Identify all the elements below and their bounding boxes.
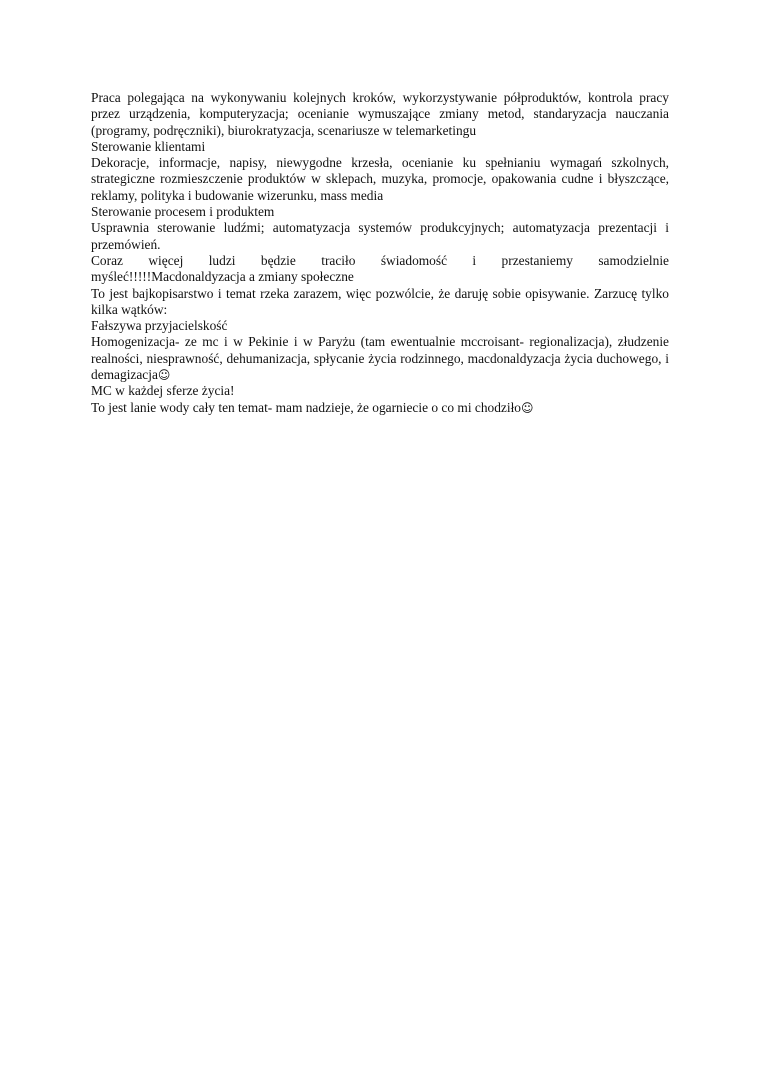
document-body xyxy=(91,90,669,416)
closing-text: To jest lanie wody cały ten temat- mam nadzieje, że ogarniecie o co mi chodziło xyxy=(91,399,521,415)
paragraph-work-process: Praca polegająca na wykonywaniu kolejnych kroków, wykorzystywanie półproduktów, kontrola pracy przez urządzenia, komputeryzacja; ocenianie wymuszające zmiany metod, standaryzacja nauczania (programy, podręczniki), biurokratyzacja, scenariusze w telemarketingu xyxy=(91,90,669,138)
smiley-icon: ☺ xyxy=(521,400,534,415)
paragraph-closing xyxy=(91,400,669,416)
paragraph-fairytale: To jest bajkopisarstwo i temat rzeka zarazem, więc pozwólcie, że daruję sobie opisywanie. Zarzucę tylko kilka wątków: xyxy=(91,285,669,317)
paragraph-customer-control: Dekoracje, informacje, napisy, niewygodne krzesła, ocenianie ku spełnianiu wymagań szkolnych, strategiczne rozmieszczenie produktów w sklepach, muzyka, promocje, opakowania cudne i błyszczące, reklamy, polityka i budowanie wizerunku, mass media xyxy=(91,155,669,203)
heading-process-control: Sterowanie procesem i produktem xyxy=(91,204,275,220)
paragraph-awareness-line1: Coraz więcej ludzi będzie traciło świadomość i przestaniemy samodzielnie xyxy=(91,252,669,268)
heading-false-friendliness: Fałszywa przyjacielskość xyxy=(91,318,228,334)
heading-customer-control: Sterowanie klientami xyxy=(91,138,206,154)
homogenization-text: Homogenizacja- ze mc i w Pekinie i w Paryżu (tam ewentualnie mccroisant- regionalizacja), złudzenie realności, niesprawność, dehumanizacja, spłycanie życia rodzinnego, macdonaldyzacja życia duchowego, i demagizacja xyxy=(91,334,669,383)
smiley-icon: ☺ xyxy=(157,368,171,383)
paragraph-mc-everywhere: MC w każdej sferze życia! xyxy=(91,383,235,399)
paragraph-homogenization xyxy=(91,334,669,383)
paragraph-process-control: Usprawnia sterowanie ludźmi; automatyzacja systemów produkcyjnych; automatyzacja prezentacji i przemówień. xyxy=(91,220,669,252)
paragraph-awareness-line2: myśleć!!!!!Macdonaldyzacja a zmiany społeczne xyxy=(91,269,354,285)
